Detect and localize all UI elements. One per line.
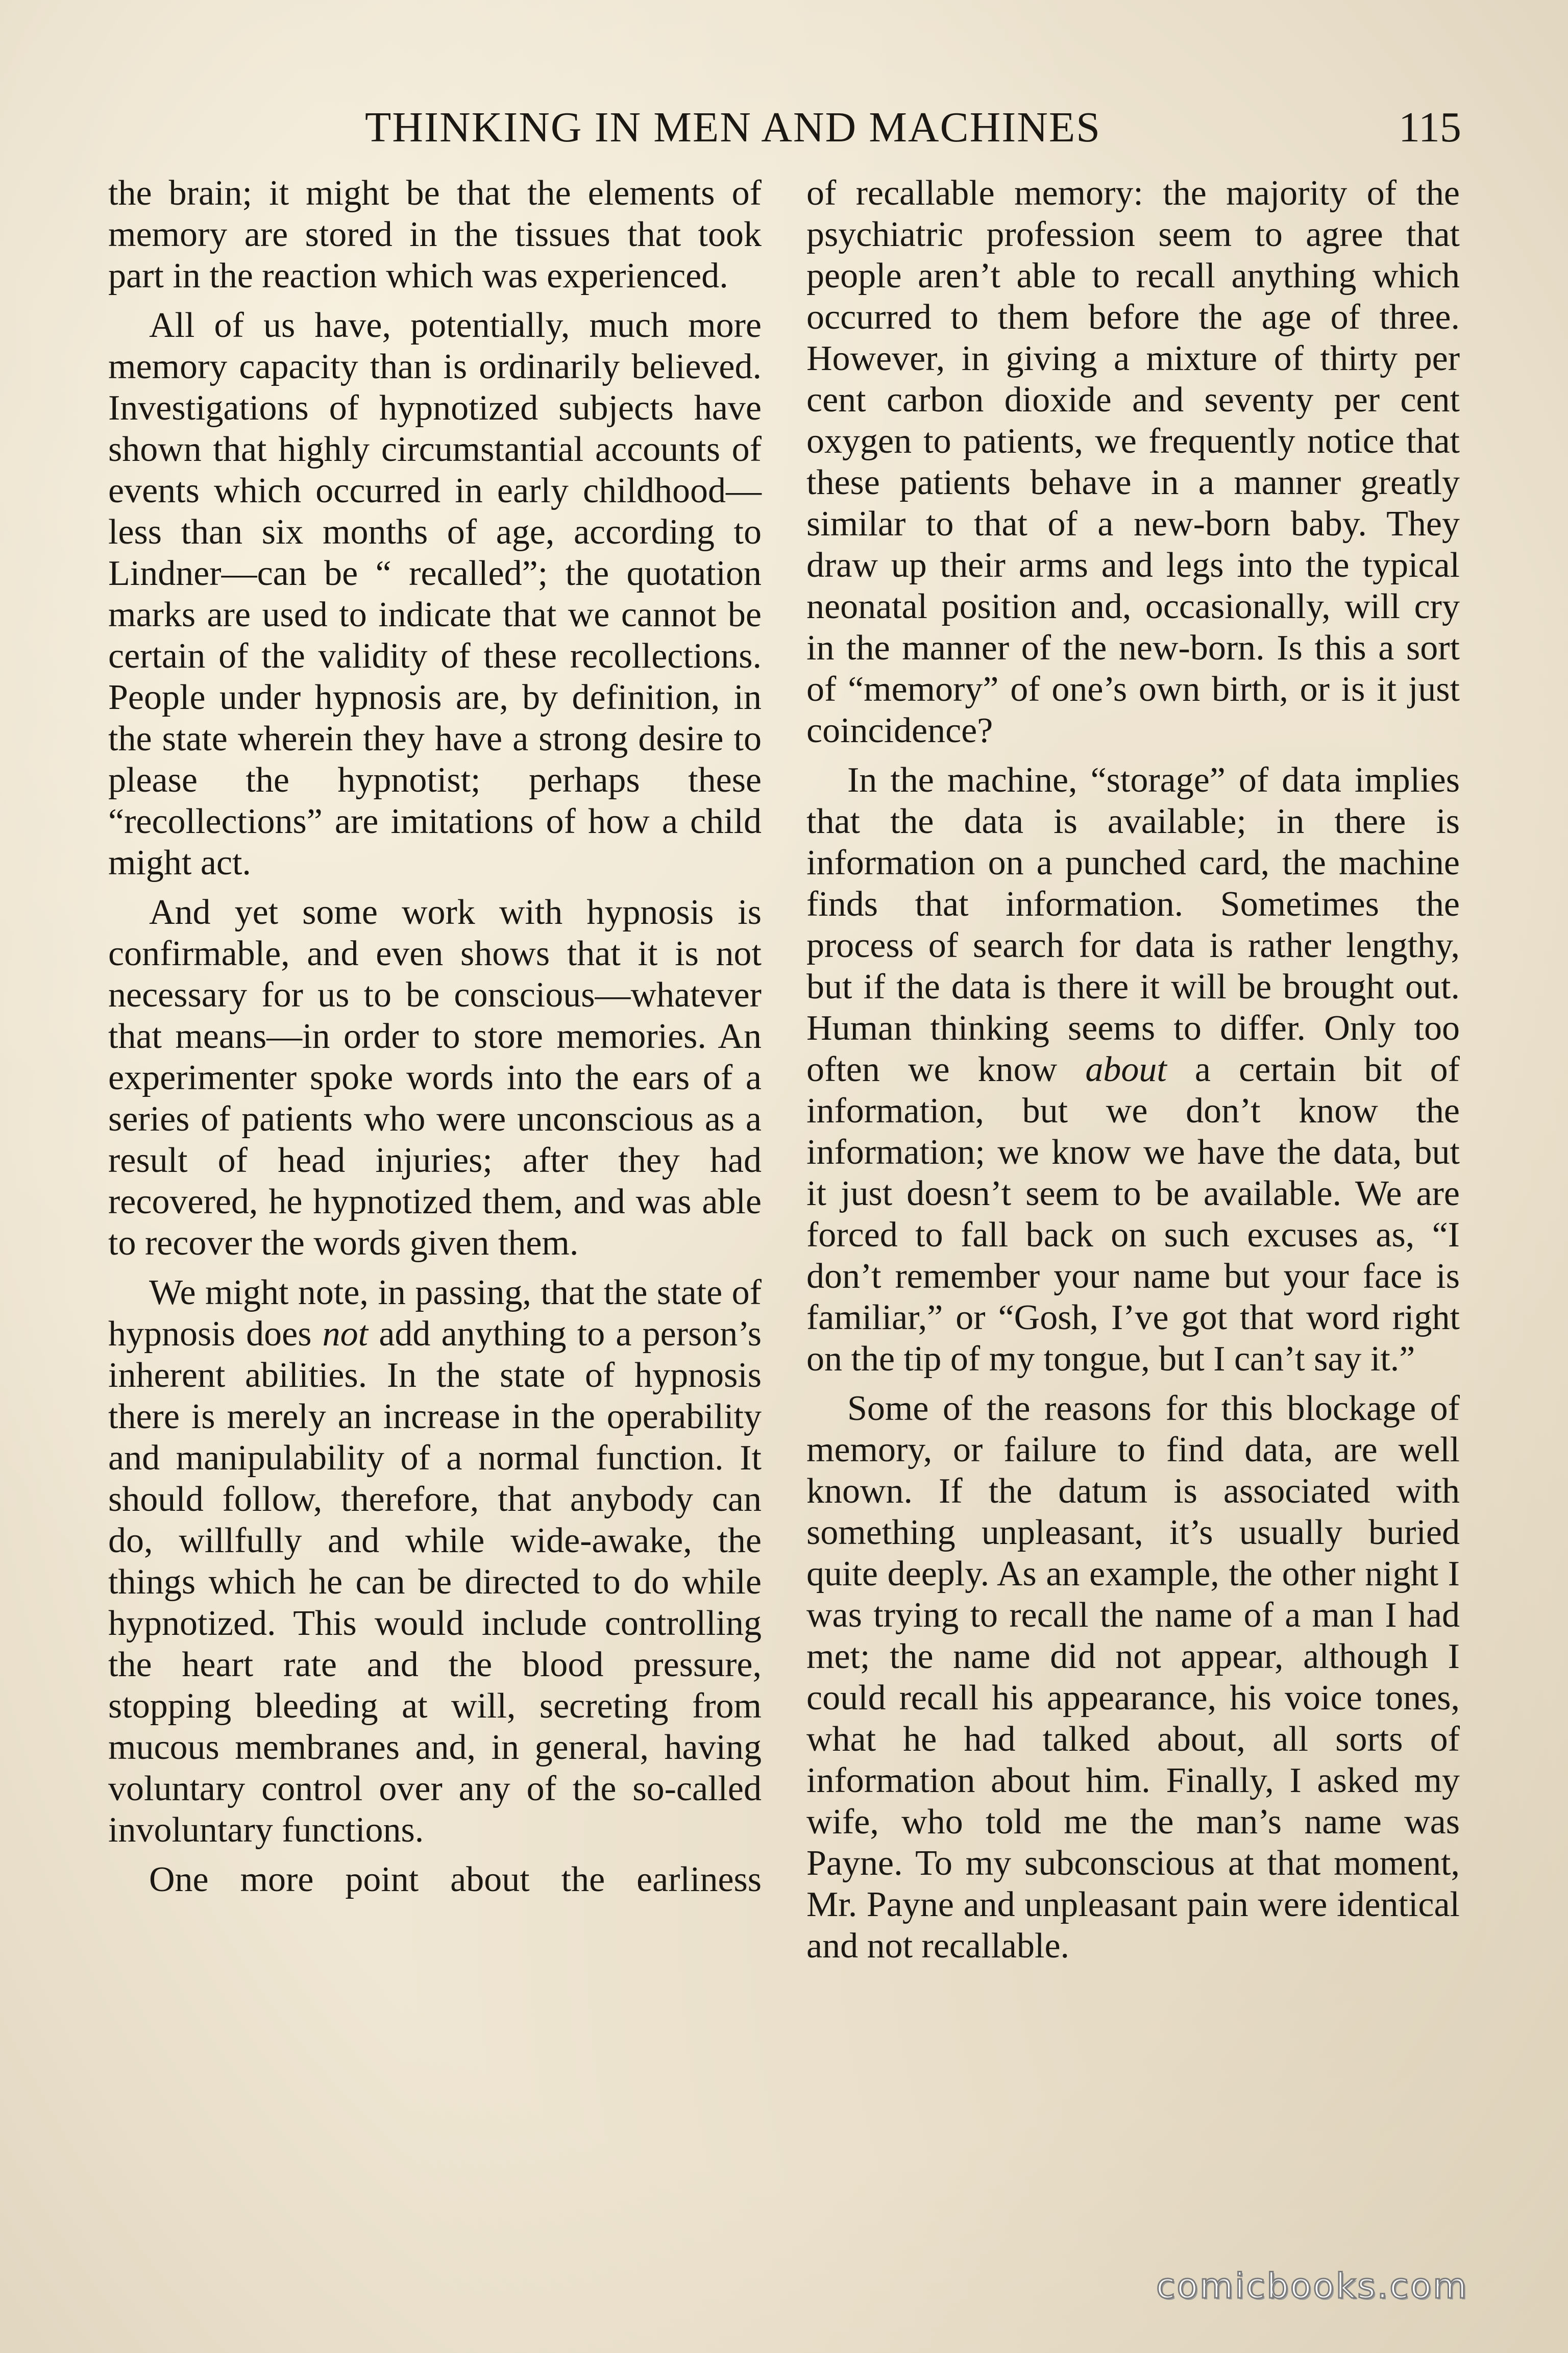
running-head [0, 97, 1568, 158]
paragraph: One more point about the earliness [149, 1860, 762, 1899]
left-column [108, 173, 762, 1908]
paragraph: And yet some work with hypnosis is confirmable, and even shows that it is not necessary for us to be conscious—whatever that means—in order to store memories. An experimenter spoke words into the ears of a series of patients who were unconscious as a result of head injuries; after they had recovered, he hypnotized them, and was able to recover the words given them. [108, 893, 762, 1263]
text-run: In the machine, “storage” of data implies that the data is available; in there is information on a punched card, the machine finds that information. Sometimes the process of search for data is rather lengthy, but if the data is there it will be brought out. Human thinking seems to differ. Only too often we know [806, 761, 1460, 1089]
text-run: a certain bit of information, but we don’t know the information; we know we have the data, but it just doesn’t seem to be available. We are forced to fall back on such excuses as, “I don’t remember your name but your face is familiar,” or “Gosh, I’ve got that word right on the tip of my tongue, but I can’t say it.” [806, 1050, 1460, 1379]
paragraph [108, 1272, 762, 1851]
running-title: THINKING IN MEN AND MACHINES [365, 104, 1101, 151]
right-column [806, 173, 1460, 1975]
text-run: add anything to a person’s inherent abilities. In the state of hypnosis there is merely an increase in the operability and manipulability of a normal function. It should follow, therefore, that anybody can do, willfully and while wide-awake, the things which he can be directed to do while hypnotized. This would include controlling the heart rate and the blood pressure, stopping bleeding at will, secreting from mucous membranes and, in general, having voluntary control over any of the so-called involuntary functions. [108, 1314, 762, 1850]
paragraph: All of us have, potentially, much more memory capacity than is ordinarily believed. Investigations of hypnotized subjects have shown that highly circumstantial accounts of events which occurred in early childhood—less than six months of age, according to Lindner—can be “ recalled”; the quotation marks are used to indicate that we cannot be certain of the validity of these recollections. People under hypnosis are, by definition, in the state wherein they have a strong desire to please the hypnotist; perhaps these “recollections” are imitations of how a child might act. [108, 306, 762, 883]
paragraph: Some of the reasons for this blockage of memory, or failure to find data, are well known. If the datum is associated with something unpleasant, it’s usually buried quite deeply. As an example, the other night I was trying to recall the name of a man I had met; the name did not appear, although I could recall his appearance, his voice tones, what he had talked about, all sorts of information about him. Finally, I asked my wife, who told me the man’s name was Payne. To my subconscious at that moment, Mr. Payne and unpleasant pain were identical and not recallable. [806, 1389, 1460, 1966]
emphasis: not [322, 1314, 369, 1354]
page-number: 115 [1399, 104, 1461, 151]
paragraph: the brain; it might be that the elements of memory are stored in the tissues that took part in the reaction which was experienced. [108, 174, 762, 296]
paragraph: of recallable memory: the majority of the psychiatric profession seem to agree that people aren’t able to recall anything which occurred to them before the age of three. However, in giving a mixture of thirty per cent carbon dioxide and seventy per cent oxygen to patients, we frequently notice that these patients behave in a manner greatly similar to that of a new-born baby. They draw up their arms and legs into the typical neonatal position and, occasionally, will cry in the manner of the new-born. Is this a sort of “memory” of one’s own birth, or is it just coincidence? [806, 174, 1460, 750]
paragraph [806, 759, 1460, 1380]
emphasis: about [1085, 1050, 1167, 1089]
watermark: comicbooks.com [1156, 2266, 1468, 2307]
text-run: We might note, in passing, that the state of hypnosis does [108, 1273, 762, 1354]
